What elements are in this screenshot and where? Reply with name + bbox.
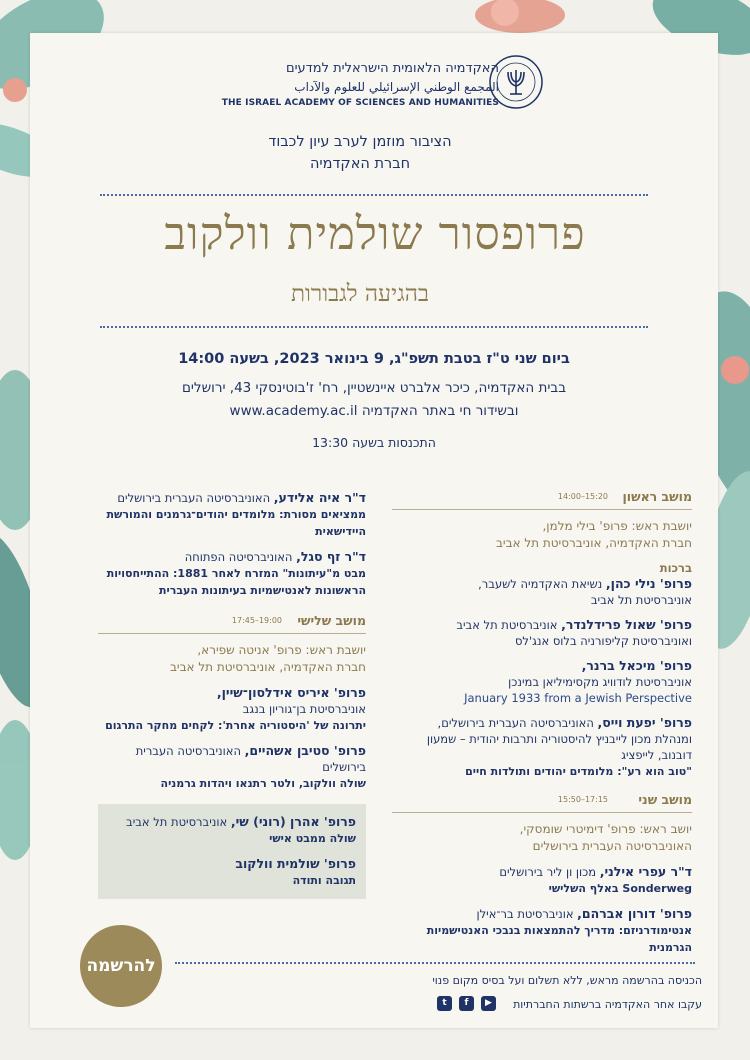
session-3-time: 17:45–19:00	[231, 616, 282, 625]
speaker-name: ד"ר זף סגל,	[296, 549, 366, 564]
talk-title: תגובה ותודה	[292, 874, 356, 887]
speaker-affiliation: האוניברסיטה העברית בירושלים	[117, 491, 271, 505]
session-2-header	[392, 792, 692, 813]
chair-name: יושבת ראש: פרופ' אניטה שפירא,	[197, 643, 366, 657]
dotted-divider	[175, 962, 695, 964]
speaker	[98, 490, 366, 540]
page-title: פרופסור שולמית וולקוב	[164, 207, 586, 260]
logo-english: THE ISRAEL ACADEMY OF SCIENCES AND HUMANITIES	[221, 98, 499, 108]
speaker	[108, 814, 356, 847]
dotted-divider	[100, 194, 648, 196]
logo-hebrew: האקדמיה הלאומית הישראלית למדעים	[286, 61, 499, 76]
event-date: ביום שני ט"ז בטבת תשפ"ג, 9 בינואר 2023, בשעה 14:00	[178, 351, 570, 367]
speaker-name: פרופ' איריס אידלסון־שיין,	[216, 685, 366, 700]
talk-title: מבט מ"עיתונות" המזרח לאחר 1881: ההתייחסויות הראשונות לאנטישמיות בעיתונות העברית	[106, 567, 366, 597]
footer-follow-note: עקבו אחר האקדמיה ברשתות החברתיות	[513, 998, 702, 1011]
speaker-name: פרופ' דורון אברהם,	[577, 906, 692, 921]
footer-entry-note: הכניסה בהרשמה מראש, ללא תשלום ועל בסיס מקום פנוי	[432, 974, 702, 987]
speaker	[108, 856, 356, 889]
twitter-icon[interactable]: t	[437, 996, 452, 1011]
speaker-name: פרופ' שאול פרידלנדר,	[561, 617, 692, 632]
page-subtitle: בהגיעה לגבורות	[290, 281, 430, 307]
event-venue: בבית האקדמיה, כיכר אלברט איינשטיין, רח' ז'בוטינסקי 43, ירושלים	[181, 380, 567, 396]
talk-title: Sonderweg באלף השלישי	[548, 882, 692, 895]
speaker	[392, 576, 692, 608]
facebook-icon[interactable]: f	[459, 996, 474, 1011]
speaker-name: פרופ' שולמית וולקוב	[235, 856, 356, 871]
speaker	[98, 549, 366, 599]
invite-line-1: הציבור מוזמן לערב עיון לכבוד	[268, 134, 452, 150]
chair-affiliation: חברת האקדמיה, אוניברסיטת תל אביב	[495, 536, 692, 550]
speaker-affiliation: נשיאת האקדמיה לשעבר,	[478, 577, 603, 591]
chair-name: יושבת ראש: פרופ' בילי מלמן,	[542, 519, 692, 533]
talk-title: January 1933 from a Jewish Perspective	[464, 691, 692, 705]
speaker	[98, 743, 366, 792]
speaker-affiliation: אוניברסיטת בר־אילן	[476, 907, 574, 921]
session-2-chair	[392, 821, 692, 855]
dotted-divider	[100, 326, 648, 328]
speaker-affiliation: האוניברסיטה העברית בירושלים	[135, 744, 366, 774]
session-1-chair	[392, 518, 692, 552]
speaker-name: פרופ' נילי כהן,	[605, 576, 692, 591]
speaker-affiliation: אוניברסיטת תל אביב	[126, 815, 228, 829]
session-3-header	[98, 613, 366, 634]
speaker-name: פרופ' סטיבן אשהיים,	[244, 743, 366, 758]
speaker-affiliation: אוניברסיטת בן־גוריון בנגב	[242, 702, 366, 716]
talk-title: ממציאים מסורת: מלומדים יהודים־גרמנים והמורשת היידישאית	[106, 508, 366, 538]
session-3-chair	[98, 642, 366, 676]
talk-title: "טוב הוא רע": מלומדים יהודים ותולדות חיים	[465, 765, 692, 778]
speaker-affiliation-2: ואוניברסיטת קליפורניה בלוס אנג'לס	[514, 634, 692, 648]
speaker-name: ד"ר איה אלידע,	[273, 490, 366, 505]
talk-title: שולה וולקוב, ולטר רתנאו ויהדות גרמניה	[160, 777, 366, 790]
logo-arabic: المجمع الوطني الإسرائيلي للعلوم والآداب	[294, 80, 499, 94]
event-gathering: התכנסות בשעה 13:30	[312, 435, 436, 450]
register-button[interactable]: להרשמה	[80, 925, 162, 1007]
talk-title: יתרונה של 'היסטוריה אחרת': לקחים מחקר התרגום	[105, 719, 366, 732]
session-1-header	[392, 489, 692, 510]
session-3-title: מושב שלישי	[297, 613, 366, 628]
session-1-title: מושב ראשון	[622, 489, 692, 504]
speaker-name: פרופ' אהרן (רוני) שי,	[230, 814, 356, 829]
session-1-time: 14:00–15:20	[557, 492, 608, 501]
speaker-affiliation: האוניברסיטה הפתוחה	[184, 550, 293, 564]
greetings-label: ברכות	[659, 561, 692, 575]
speaker-affiliation: האוניברסיטה העברית בירושלים,	[437, 716, 594, 730]
speaker-name: פרופ' מיכאל ברנר,	[581, 658, 692, 673]
talk-title: אנטימודרניזם: מדריך להתמצאות בנבכי האנטישמיות הגרמנית	[426, 924, 692, 954]
closing-box	[98, 804, 366, 899]
speaker	[98, 685, 366, 734]
speaker-affiliation: מכון ון ליר בירושלים	[499, 865, 597, 879]
speaker	[392, 617, 692, 649]
session-2-time: 15:50–17:15	[557, 795, 608, 804]
speaker-affiliation-2: ומנהלת מכון לייבניץ להיסטוריה ותרבות יהודית – שמעון דובנוב, לייפציג	[426, 732, 692, 762]
speaker	[392, 864, 692, 897]
speaker	[392, 658, 692, 706]
chair-affiliation: האוניברסיטה העברית בירושלים	[532, 839, 692, 853]
chair-name: יושב ראש: פרופ' דימיטרי שומסקי,	[519, 822, 692, 836]
speaker-affiliation-2: אוניברסיטת תל אביב	[590, 593, 692, 607]
chair-affiliation: חברת האקדמיה, אוניברסיטת תל אביב	[169, 660, 366, 674]
talk-title: שולה ממבט אישי	[269, 832, 356, 845]
event-stream-link[interactable]: ובשידור חי באתר האקדמיה www.academy.ac.il	[229, 403, 519, 419]
speaker-name: ד"ר עפרי אילני,	[599, 864, 692, 879]
speaker-affiliation: אוניברסיטת לודוויג מקסימיליאן במינכן	[508, 675, 692, 689]
session-2-title: מושב שני	[638, 792, 692, 807]
youtube-icon[interactable]: ▶	[481, 996, 496, 1011]
invite-line-2: חברת האקדמיה	[309, 156, 411, 172]
right-column	[392, 489, 692, 965]
speaker-name: פרופ' יפעת וייס,	[597, 715, 692, 730]
left-column	[98, 490, 366, 899]
speaker	[392, 715, 692, 780]
speaker-affiliation: אוניברסיטת תל אביב	[456, 618, 558, 632]
speaker	[392, 906, 692, 956]
